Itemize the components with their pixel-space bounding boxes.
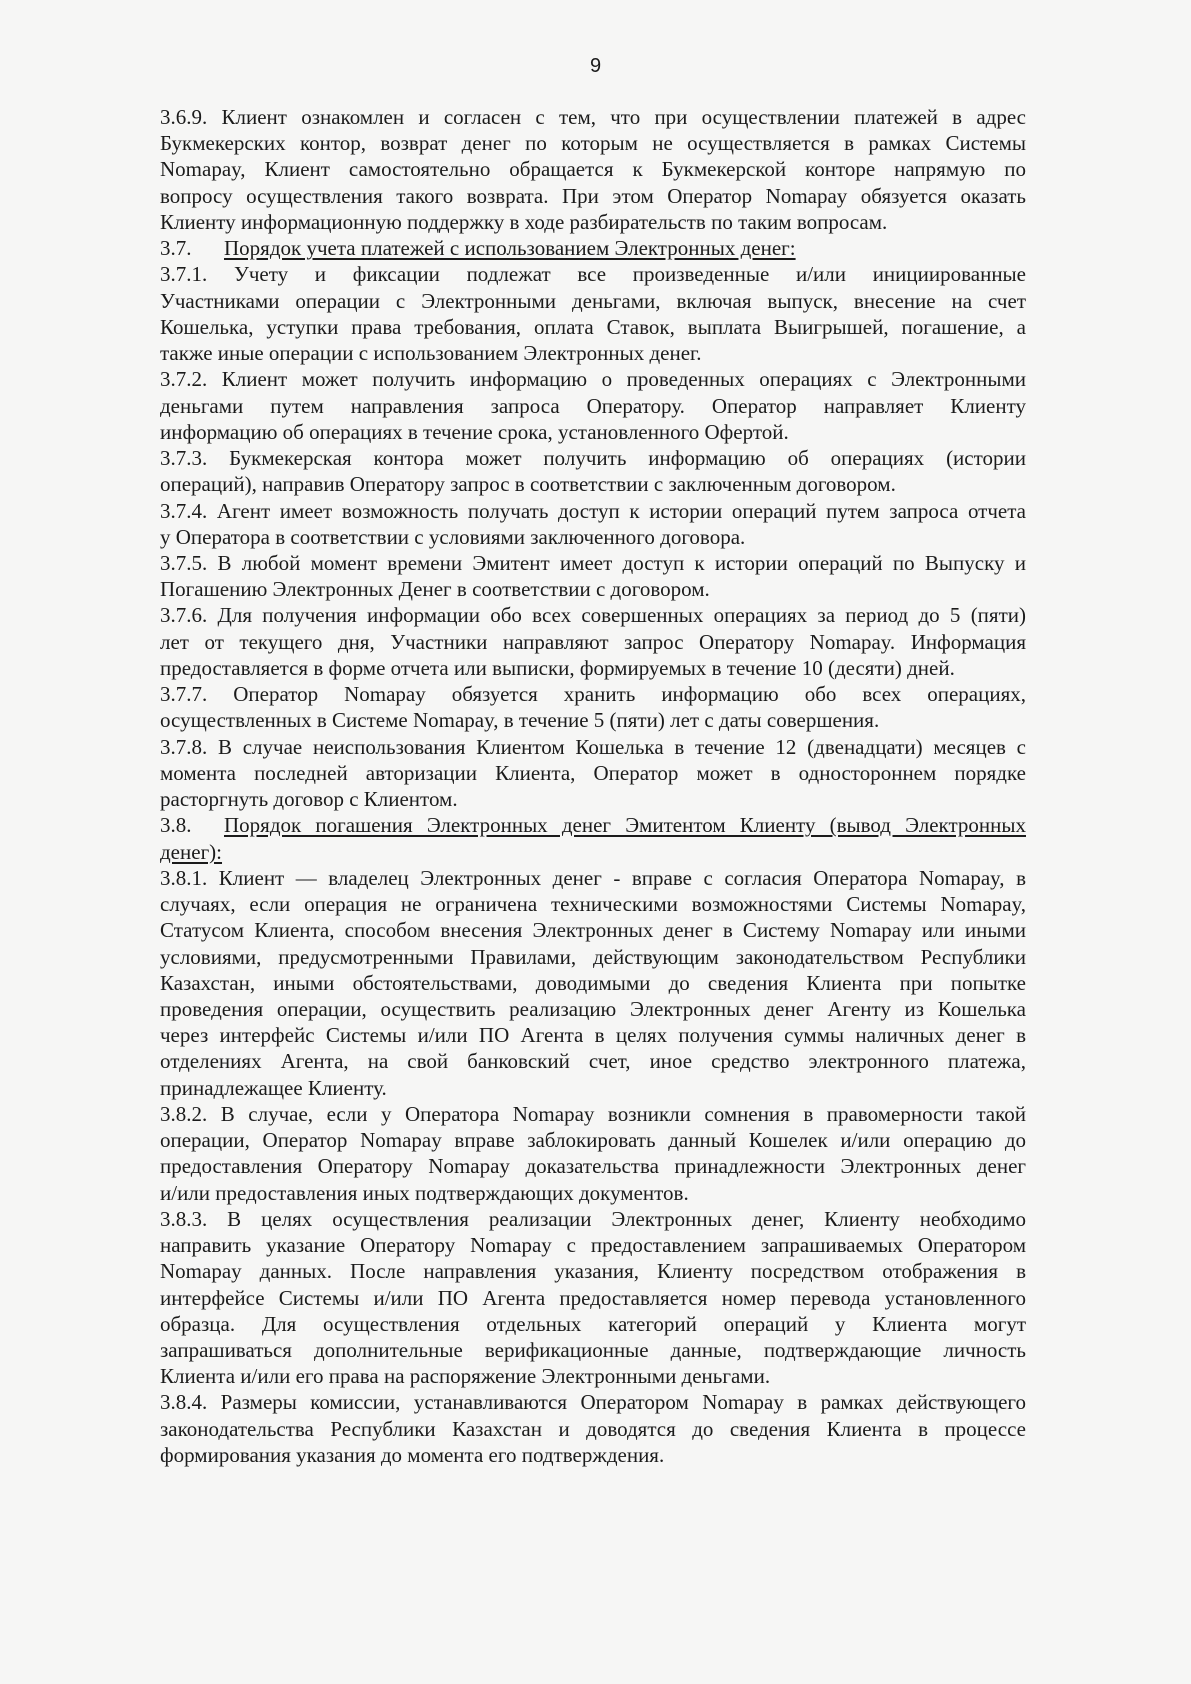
text-line: образца. Для осуществления отдельных категорий операций у Клиента могут — [160, 1311, 1026, 1336]
clause-paragraph — [160, 104, 1026, 235]
text-line: 3.7.5. В любой момент времени Эмитент имеет доступ к истории операций по Выпуску и — [160, 550, 1026, 575]
text-line: 3.6.9. Клиент ознакомлен и согласен с тем, что при осуществлении платежей в адрес — [160, 105, 1026, 129]
section-number: 3.8. — [160, 813, 192, 838]
text-line: Nomapay данных. После направления указания, Клиенту посредством отображения в — [160, 1259, 1026, 1284]
text-line: отделениях Агента, на свой банковский счет, иное средство электронного платежа, — [160, 1049, 1026, 1074]
text-line: принадлежащее Клиенту. — [160, 1075, 387, 1100]
text-line: условиями, предусмотренными Правилами, действующим законодательством Республики — [160, 944, 1026, 969]
text-line: направить указание Оператору Nomapay с предоставлением запрашиваемых Оператором — [160, 1233, 1026, 1258]
text-line: проведения операции, осуществить реализацию Электронных денег Агенту из Кошелька — [160, 996, 1026, 1021]
text-line: законодательства Республики Казахстан и доводятся до сведения Клиента в процессе — [160, 1416, 1026, 1441]
heading-line — [160, 235, 1026, 261]
page-number: 9 — [589, 55, 602, 77]
clause-paragraph — [160, 550, 1026, 602]
text-line: случаях, если операция не ограничена техническими возможностями Системы Nomapay, — [160, 892, 1026, 917]
text-line: момента последней авторизации Клиента, Оператор может в одностороннем порядке — [160, 760, 1026, 785]
text-line: 3.8.3. В целях осуществления реализации Электронных денег, Клиенту необходимо — [160, 1206, 1026, 1231]
clause-paragraph — [160, 734, 1026, 813]
clause-paragraph — [160, 1206, 1026, 1390]
text-line: интерфейсе Системы и/или ПО Агента предоставляется номер перевода установленного — [160, 1285, 1026, 1310]
text-line: 3.7.8. В случае неиспользования Клиентом Кошелька в течение 12 (двенадцати) месяцев с — [160, 734, 1026, 759]
text-line: Участниками операции с Электронными деньгами, включая выпуск, внесение на счет — [160, 288, 1026, 313]
clause-paragraph — [160, 681, 1026, 733]
clause-paragraph — [160, 366, 1026, 445]
text-line: лет от текущего дня, Участники направляют запрос Оператору Nomapay. Информация — [160, 629, 1026, 654]
clause-paragraph — [160, 261, 1026, 366]
section-heading — [160, 235, 1026, 261]
text-line: Казахстан, иными обстоятельствами, доводимыми до сведения Клиента при попытке — [160, 970, 1026, 995]
text-line: и/или предоставления иных подтверждающих документов. — [160, 1180, 689, 1205]
text-line: Погашению Электронных Денег в соответствии с договором. — [160, 577, 710, 602]
section-title: Порядок погашения Электронных денег Эмитентом Клиенту (вывод Электронных — [224, 813, 1026, 838]
text-line: информацию об операциях в течение срока, установленного Офертой. — [160, 419, 789, 444]
clause-paragraph — [160, 445, 1026, 497]
section-title: денег): — [160, 839, 223, 864]
text-line: 3.8.4. Размеры комиссии, устанавливаются Оператором Nomapay в рамках действующего — [160, 1390, 1026, 1415]
clause-paragraph — [160, 498, 1026, 550]
text-line: также иные операции с использованием Электронных денег. — [160, 341, 702, 366]
clause-paragraph — [160, 1389, 1026, 1468]
section-title: Порядок учета платежей с использованием Электронных денег: — [224, 236, 796, 261]
text-line: 3.8.2. В случае, если у Оператора Nomapay возникли сомнения в правомерности такой — [160, 1101, 1026, 1126]
text-line: вопросу осуществления такого возврата. При этом Оператор Nomapay обязуется оказать — [160, 183, 1026, 208]
text-line: 3.7.3. Букмекерская контора может получить информацию об операциях (истории — [160, 446, 1026, 471]
text-line: деньгами путем направления запроса Оператору. Оператор направляет Клиенту — [160, 393, 1026, 418]
text-line: операции, Оператор Nomapay вправе заблокировать данный Кошелек и/или операцию до — [160, 1128, 1026, 1153]
text-line: операций), направив Оператору запрос в соответствии с заключенным договором. — [160, 472, 896, 497]
text-line: Статусом Клиента, способом внесения Электронных денег в Систему Nomapay или иными — [160, 918, 1026, 943]
text-line: Nomapay, Клиент самостоятельно обращается к Букмекерской конторе напрямую по — [160, 157, 1026, 182]
section-heading — [160, 812, 1026, 864]
text-line: 3.7.1. Учету и фиксации подлежат все произведенные и/или инициированные — [160, 262, 1026, 287]
clause-paragraph — [160, 865, 1026, 1101]
text-line: через интерфейс Системы и/или ПО Агента в целях получения суммы наличных денег в — [160, 1023, 1026, 1048]
section-number: 3.7. — [160, 236, 192, 261]
text-line: 3.7.2. Клиент может получить информацию о проведенных операциях с Электронными — [160, 367, 1026, 392]
text-line: Букмекерских контор, возврат денег по которым не осуществляется в рамках Системы — [160, 131, 1026, 156]
text-line: у Оператора в соответствии с условиями заключенного договора. — [160, 524, 746, 549]
text-line: Кошелька, уступки права требования, оплата Ставок, выплата Выигрышей, погашение, а — [160, 314, 1026, 339]
text-line: 3.7.7. Оператор Nomapay обязуется хранить информацию обо всех операциях, — [160, 682, 1026, 707]
text-line: Клиента и/или его права на распоряжение Электронными деньгами. — [160, 1364, 771, 1389]
heading-line — [160, 839, 1026, 865]
text-line: запрашиваться дополнительные верификационные данные, подтверждающие личность — [160, 1338, 1026, 1363]
clause-paragraph — [160, 1101, 1026, 1206]
text-line: предоставления Оператору Nomapay доказательства принадлежности Электронных денег — [160, 1154, 1026, 1179]
document-body — [160, 104, 1026, 1468]
text-line: 3.7.4. Агент имеет возможность получать доступ к истории операций путем запроса отчета — [160, 498, 1026, 523]
text-line: осуществленных в Системе Nomapay, в течение 5 (пяти) лет с даты совершения. — [160, 708, 880, 733]
heading-line — [160, 812, 1026, 838]
clause-paragraph — [160, 602, 1026, 681]
text-line: расторгнуть договор с Клиентом. — [160, 787, 458, 812]
text-line: 3.7.6. Для получения информации обо всех совершенных операциях за период до 5 (пяти) — [160, 603, 1026, 628]
text-line: формирования указания до момента его подтверждения. — [160, 1442, 665, 1467]
text-line: Клиенту информационную поддержку в ходе разбирательств по таким вопросам. — [160, 209, 888, 234]
text-line: предоставляется в форме отчета или выписки, формируемых в течение 10 (десяти) дней. — [160, 655, 955, 680]
text-line: 3.8.1. Клиент — владелец Электронных денег - вправе с согласия Оператора Nomapay, в — [160, 865, 1026, 890]
